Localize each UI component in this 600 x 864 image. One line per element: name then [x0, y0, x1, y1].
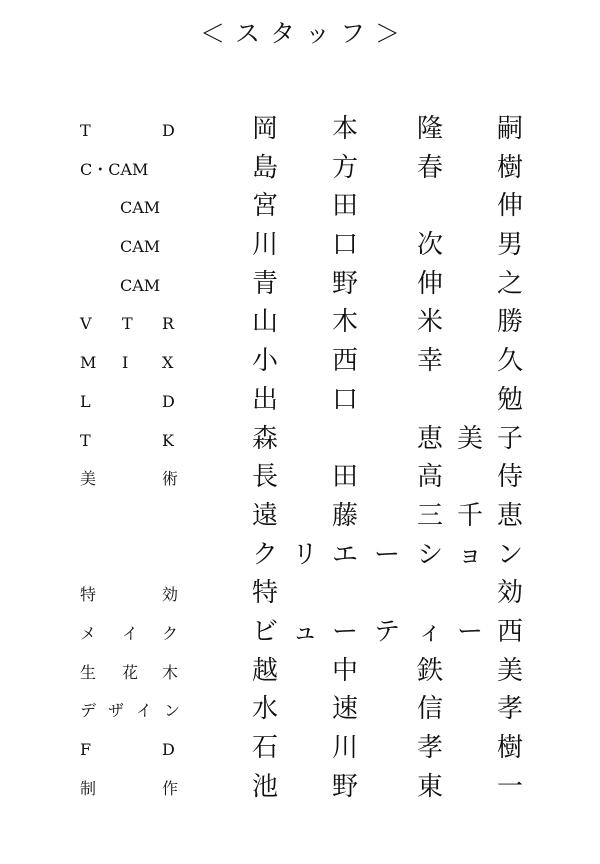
name-char: ー: [456, 616, 483, 647]
name-char: 山: [251, 307, 278, 338]
name-char: 勉: [496, 384, 523, 415]
name-char: 池: [251, 771, 278, 802]
staff-row: [0, 499, 600, 538]
name-char: 小: [251, 346, 278, 377]
name-char: 東: [416, 771, 443, 802]
role-text: ン: [164, 701, 181, 721]
name-char: 樹: [496, 152, 523, 183]
name-char: 男: [496, 230, 523, 261]
name-char: 森: [251, 423, 278, 454]
name-char: 効: [496, 578, 523, 609]
role-text: R: [162, 314, 175, 334]
role-text: CAM: [120, 237, 161, 257]
name-char: 川: [251, 230, 278, 261]
name-char: 米: [416, 307, 443, 338]
name-char: ン: [496, 539, 523, 570]
name-char: 田: [331, 191, 358, 222]
name-char: 西: [331, 346, 358, 377]
staff-list: [0, 112, 600, 808]
role-text: T: [80, 121, 91, 140]
name-char: 伸: [416, 268, 443, 299]
role-text: 制: [80, 778, 97, 798]
name-char: 速: [331, 694, 358, 725]
role-text: K: [162, 430, 174, 450]
role-text: 効: [162, 585, 179, 605]
staff-row: [0, 383, 600, 422]
role-text: C・CAM: [80, 159, 149, 179]
name-char: リ: [291, 539, 318, 570]
name-char: 長: [251, 462, 278, 493]
role-text: ザ: [108, 701, 125, 721]
role-text: T: [80, 430, 91, 450]
name-char: 樹: [496, 733, 523, 763]
name-char: 水: [251, 694, 278, 725]
name-char: 久: [496, 346, 523, 377]
name-char: 遠: [251, 500, 278, 531]
role-text: M: [80, 353, 97, 373]
staff-row: [0, 422, 600, 461]
role-text: F: [80, 740, 92, 759]
staff-name: [250, 344, 530, 382]
staff-name: [250, 576, 530, 614]
role-text: 木: [162, 662, 179, 682]
name-char: 青: [251, 268, 278, 299]
name-char: 出: [251, 384, 278, 415]
staff-row: [0, 615, 600, 654]
name-char: ョ: [456, 539, 483, 570]
name-char: 高: [416, 462, 443, 493]
name-char: 越: [251, 655, 278, 686]
name-char: 之: [496, 268, 523, 299]
staff-row: [0, 731, 600, 770]
role-text: 美: [80, 469, 97, 489]
role-text: CAM: [120, 275, 161, 295]
name-char: エ: [331, 539, 358, 570]
role-text: D: [162, 391, 175, 411]
name-char: 木: [331, 307, 358, 338]
name-char: 伸: [496, 191, 523, 222]
staff-row: [0, 576, 600, 615]
role-text: 生: [80, 662, 97, 682]
name-char: ク: [251, 539, 278, 570]
role-text: デ: [80, 701, 97, 721]
name-char: ビ: [251, 616, 278, 647]
role-text: D: [162, 740, 175, 759]
name-char: 恵: [496, 500, 523, 531]
role-text: D: [162, 121, 175, 140]
name-char: 春: [416, 152, 443, 183]
role-text: I: [122, 353, 129, 373]
staff-row: [0, 692, 600, 731]
staff-name: [250, 267, 530, 305]
staff-name: [250, 151, 530, 189]
name-char: 口: [331, 384, 358, 415]
name-char: 千: [456, 500, 483, 531]
staff-row: [0, 654, 600, 693]
name-char: 岡: [251, 114, 278, 144]
name-char: ー: [373, 539, 400, 570]
role-text: ク: [162, 623, 179, 643]
name-char: 宮: [251, 191, 278, 222]
staff-row: [0, 460, 600, 499]
staff-row: [0, 112, 600, 151]
staff-row: [0, 151, 600, 190]
staff-name: [250, 460, 530, 498]
staff-row: [0, 344, 600, 383]
name-char: 嗣: [496, 114, 523, 144]
name-char: 次: [416, 230, 443, 261]
name-char: 本: [331, 114, 358, 144]
staff-row: [0, 189, 600, 228]
name-char: 中: [331, 655, 358, 686]
role-text: イ: [122, 623, 139, 643]
role-text: メ: [80, 623, 97, 643]
staff-name: [250, 112, 530, 150]
role-text: 作: [162, 778, 179, 798]
staff-row: [0, 770, 600, 809]
role-text: L: [80, 391, 91, 411]
name-char: ィ: [416, 616, 443, 647]
name-char: 侍: [496, 462, 523, 493]
role-text: T: [122, 314, 133, 334]
name-char: 三: [416, 500, 443, 531]
staff-name: [250, 305, 530, 343]
staff-name: [250, 538, 530, 576]
staff-name: [250, 189, 530, 227]
role-text: イ: [136, 701, 153, 721]
role-text: X: [162, 353, 174, 373]
staff-name: [250, 692, 530, 730]
name-char: 信: [416, 694, 443, 725]
name-char: ー: [331, 616, 358, 647]
name-char: 鉄: [416, 655, 443, 686]
name-char: 島: [251, 152, 278, 183]
name-char: 藤: [331, 500, 358, 531]
page-title: ＜スタッフ＞: [199, 19, 410, 48]
name-char: 美: [496, 655, 523, 686]
name-char: 一: [496, 771, 523, 802]
staff-name: [250, 422, 530, 460]
name-char: 孝: [416, 733, 443, 763]
role-text: 術: [162, 469, 179, 489]
staff-row: [0, 228, 600, 267]
name-char: 野: [331, 771, 358, 802]
role-text: CAM: [120, 198, 161, 218]
name-char: 石: [251, 733, 278, 763]
name-char: 孝: [496, 694, 523, 725]
name-char: 野: [331, 268, 358, 299]
name-char: 特: [251, 578, 278, 609]
staff-row: [0, 267, 600, 306]
staff-name: [250, 383, 530, 421]
name-char: 西: [496, 616, 523, 647]
staff-name: [250, 615, 530, 653]
role-text: V: [80, 314, 92, 334]
staff-name: [250, 499, 530, 537]
name-char: 隆: [416, 114, 443, 144]
name-char: 幸: [416, 346, 443, 377]
name-char: 勝: [496, 307, 523, 338]
staff-name: [250, 228, 530, 266]
staff-row: [0, 538, 600, 577]
name-char: 口: [331, 230, 358, 261]
name-char: 方: [331, 152, 358, 183]
name-char: ュ: [291, 616, 318, 647]
name-char: 田: [331, 462, 358, 493]
staff-row: [0, 305, 600, 344]
name-char: シ: [416, 539, 443, 570]
name-char: テ: [373, 616, 400, 647]
name-char: 美: [456, 423, 483, 454]
name-char: 恵: [416, 423, 443, 454]
staff-name: [250, 770, 530, 808]
name-char: 子: [496, 423, 523, 454]
name-char: 川: [331, 733, 358, 763]
staff-name: [250, 731, 530, 769]
staff-name: [250, 654, 530, 692]
role-text: 花: [122, 662, 139, 682]
role-text: 特: [80, 585, 97, 605]
